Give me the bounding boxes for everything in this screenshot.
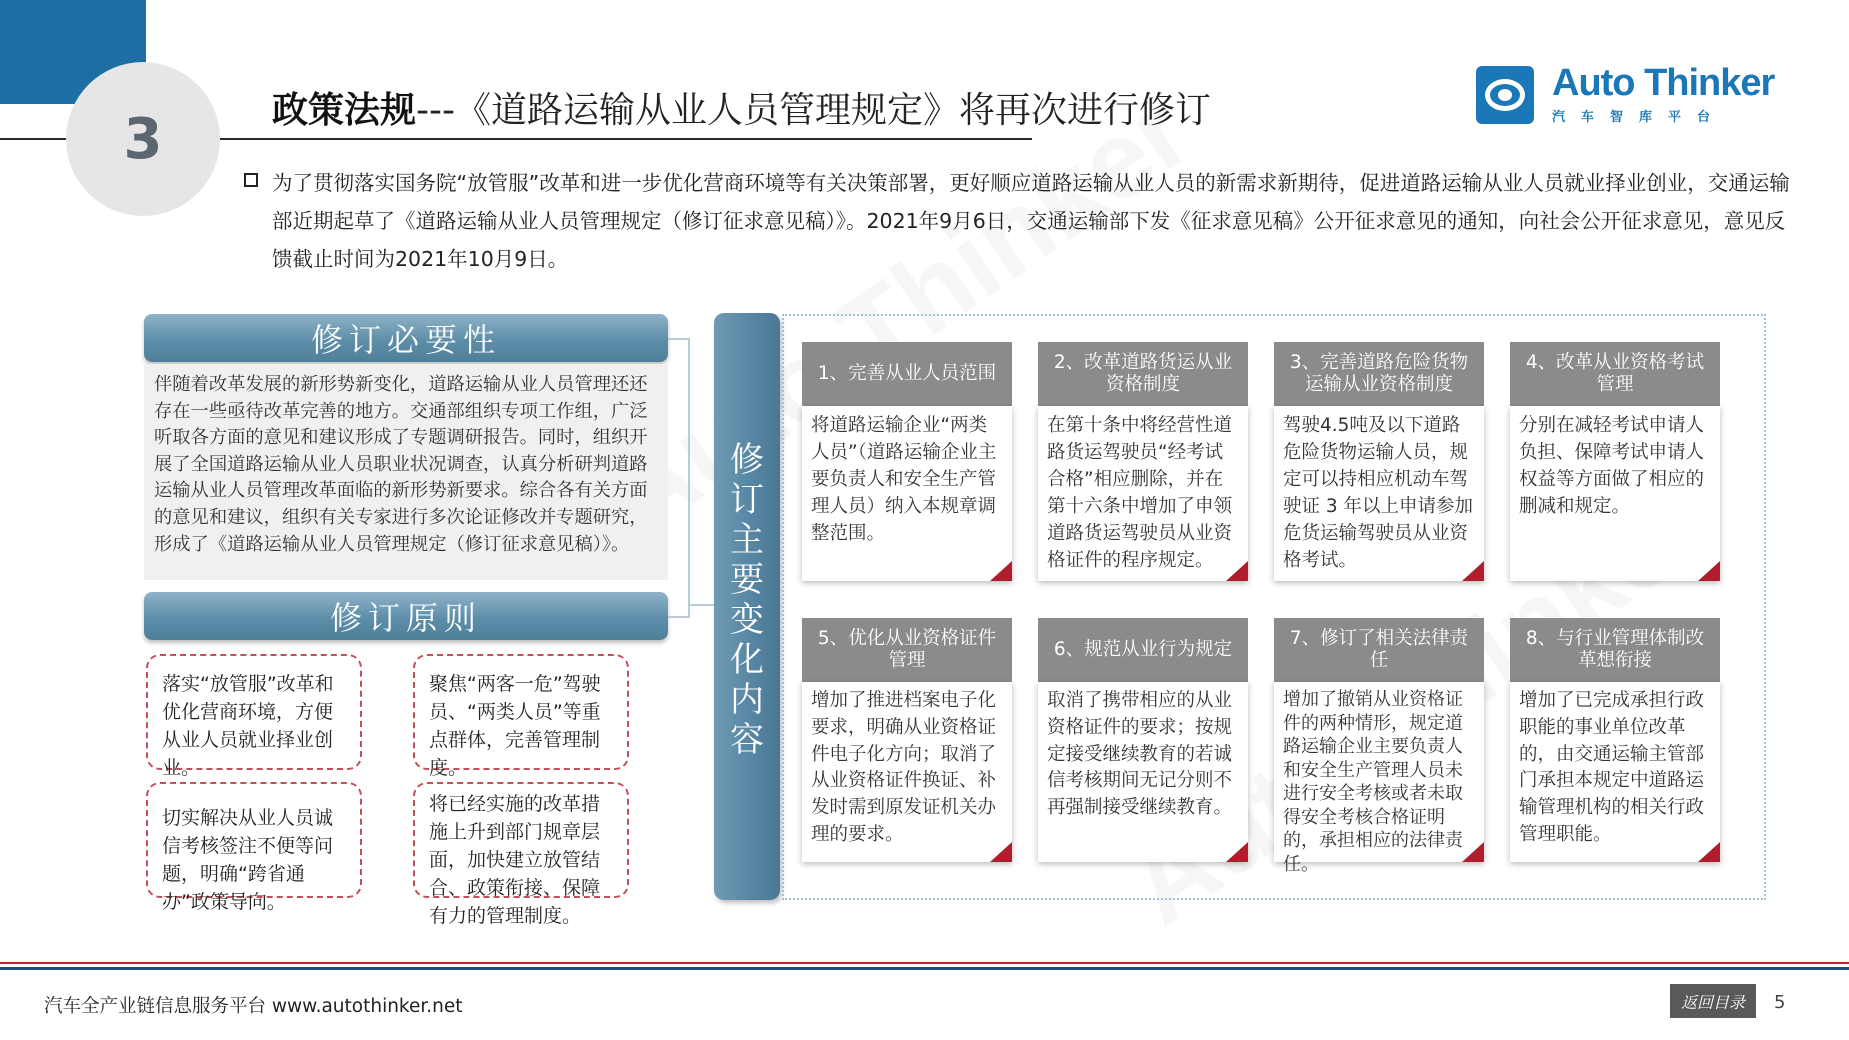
change-card <box>1038 618 1248 862</box>
footer-divider <box>0 967 1849 970</box>
footer-text: 汽车全产业链信息服务平台 www.autothinker.net <box>44 996 463 1017</box>
change-card-text: 取消了携带相应的从业资格证件的要求；按规定接受继续教育的若诚信考核期间无记分则不再强制接受继续教育。 <box>1038 682 1248 862</box>
corner-fold-icon <box>1226 842 1248 862</box>
logo-name: Auto Thinker <box>1552 62 1775 104</box>
corner-fold-icon <box>1698 842 1720 862</box>
footer-divider <box>0 962 1849 964</box>
corner-fold-icon <box>1698 561 1720 581</box>
change-card-text: 分别在减轻考试申请人负担、保障考试申请人权益等方面做了相应的删减和规定。 <box>1510 406 1720 581</box>
corner-fold-icon <box>1462 842 1484 862</box>
principle-item: 切实解决从业人员诚信考核签注不便等问题，明确“跨省通办”政策导向。 <box>146 782 362 898</box>
back-to-contents-button[interactable]: 返回目录 <box>1670 984 1756 1018</box>
changes-label: 修订主要变化内容 <box>730 440 764 760</box>
change-card-title: 7、修订了相关法律责任 <box>1274 618 1484 682</box>
change-card-text: 增加了推进档案电子化要求，明确从业资格证件电子化方向；取消了从业资格证件换证、补发时需到原发证机关办理的要求。 <box>802 682 1012 862</box>
change-card-text: 在第十条中将经营性道路货运驾驶员“经考试合格”相应删除，并在第十六条中增加了申领道路货运驾驶员从业资格证件的程序规定。 <box>1038 406 1248 581</box>
slide-number: 3 <box>123 106 163 172</box>
corner-fold-icon <box>1462 561 1484 581</box>
corner-fold-icon <box>990 561 1012 581</box>
eye-logo-icon <box>1476 66 1534 124</box>
change-card-text: 增加了已完成承担行政职能的事业单位改革的，由交通运输主管部门承担本规定中道路运输管理机构的相关行政管理职能。 <box>1510 682 1720 862</box>
slide-number-badge <box>66 62 220 216</box>
change-card-title: 5、优化从业资格证件管理 <box>802 618 1012 682</box>
necessity-text: 伴随着改革发展的新形势新变化，道路运输从业人员管理还还存在一些亟待改革完善的地方。交通部组织专项工作组，广泛听取各方面的意见和建议形成了专题调研报告。同时，组织开展了全国道路运输从业人员职业状况调查，认真分析研判道路运输从业人员管理改革面临的新形势新要求。综合各有关方面的意见和建议，组织有关专家进行多次论证修改并专题研究，形成了《道路运输从业人员管理规定（修订征求意见稿）》。 <box>144 364 668 580</box>
change-card <box>1510 618 1720 862</box>
logo <box>1476 64 1774 125</box>
change-card-title: 8、与行业管理体制改革想衔接 <box>1510 618 1720 682</box>
change-card-title: 4、改革从业资格考试管理 <box>1510 342 1720 406</box>
change-card-title: 1、完善从业人员范围 <box>802 342 1012 406</box>
corner-fold-icon <box>1226 561 1248 581</box>
change-card-title: 3、完善道路危险货物运输从业资格制度 <box>1274 342 1484 406</box>
change-card <box>802 342 1012 581</box>
change-card-text: 增加了撤销从业资格证件的两种情形，规定道路运输企业主要负责人和安全生产管理人员未进行安全考核或者未取得安全考核合格证明的，承担相应的法律责任。 <box>1274 682 1484 862</box>
change-card <box>1510 342 1720 581</box>
change-card <box>1038 342 1248 581</box>
necessity-heading: 修订必要性 <box>144 314 668 362</box>
logo-tagline: 汽车智库平台 <box>1552 110 1727 125</box>
change-card-text: 驾驶4.5吨及以下道路危险货物运输人员，规定可以持相应机动车驾驶证 3 年以上申请参加危货运输驾驶员从业资格考试。 <box>1274 406 1484 581</box>
page-number: 5 <box>1774 992 1786 1013</box>
change-card-title: 6、规范从业行为规定 <box>1038 618 1248 682</box>
change-card-text: 将道路运输企业“两类人员”（道路运输企业主要负责人和安全生产管理人员）纳入本规章调整范围。 <box>802 406 1012 581</box>
change-card <box>802 618 1012 862</box>
change-card-title: 2、改革道路货运从业资格制度 <box>1038 342 1248 406</box>
change-card <box>1274 618 1484 875</box>
intro-paragraph: 为了贯彻落实国务院“放管服”改革和进一步优化营商环境等有关决策部署，更好顺应道路运输从业人员的新需求新期待，促进道路运输从业人员就业择业创业，交通运输部近期起草了《道路运输从业人员管理规定（修订征求意见稿）》。2021年9月6日，交通运输部下发《征求意见稿》公开征求意见的通知，向社会公开征求意见，意见反馈截止时间为2021年10月9日。 <box>272 171 1790 271</box>
page-title-rest: ---《道路运输从业人员管理规定》将再次进行修订 <box>416 90 1211 131</box>
page-title-bold: 政策法规 <box>272 90 417 131</box>
principle-item: 落实“放管服”改革和优化营商环境，方便从业人员就业择业创业。 <box>146 654 362 770</box>
square-bullet-icon <box>244 173 258 187</box>
corner-fold-icon <box>990 842 1012 862</box>
change-card <box>1274 342 1484 581</box>
connector-line <box>668 338 690 618</box>
principles-heading: 修订原则 <box>144 592 668 640</box>
page-title <box>272 82 1211 133</box>
principle-item: 将已经实施的改革措施上升到部门规章层面，加快建立放管结合、政策衔接、保障有力的管理制度。 <box>413 782 629 898</box>
connector-line <box>690 604 714 606</box>
principle-item: 聚焦“两客一危”驾驶员、“两类人员”等重点群体，完善管理制度。 <box>413 654 629 770</box>
